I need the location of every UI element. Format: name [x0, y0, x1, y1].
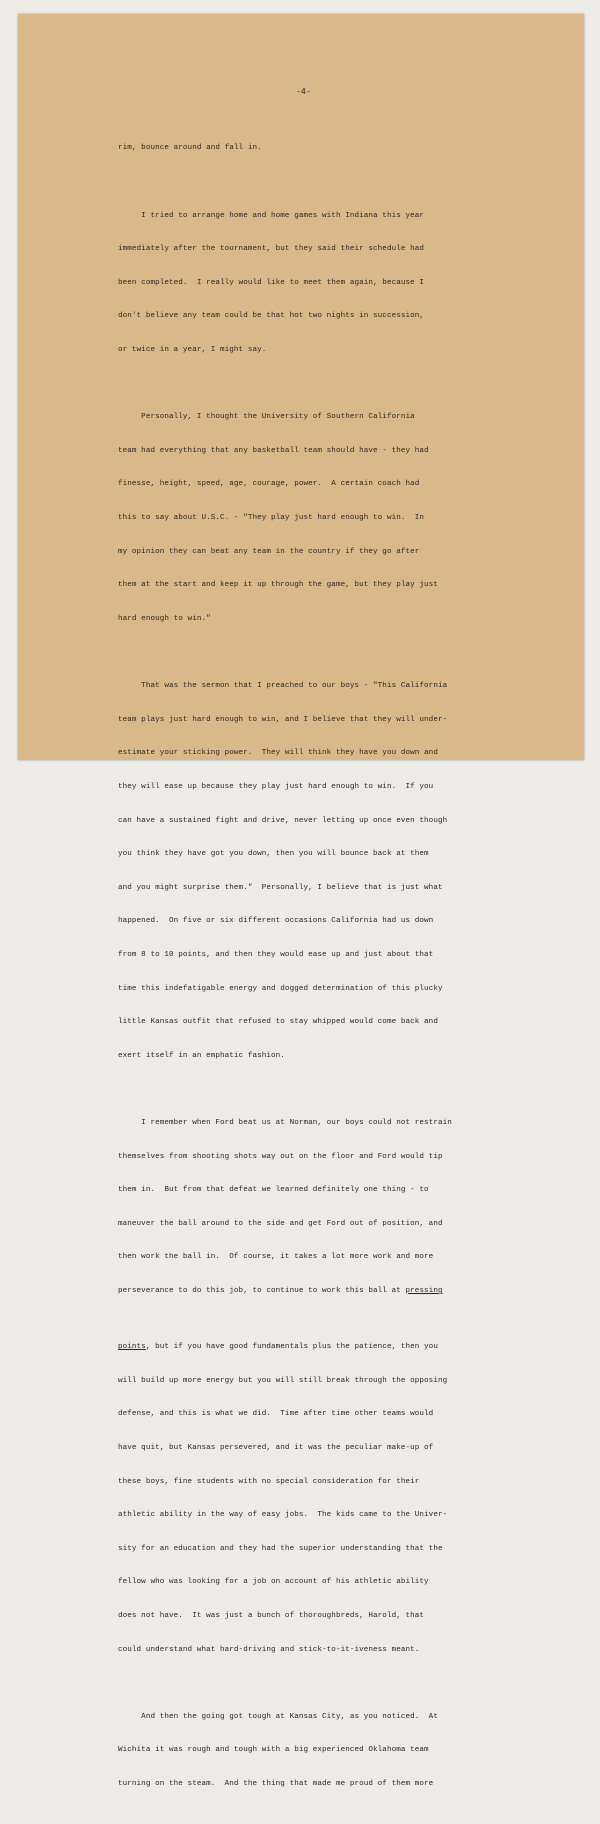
text-line: And then the going got tough at Kansas City, as you noticed. At [118, 1712, 438, 1721]
text-line: then work the ball in. Of course, it takes a lot more work and more [118, 1253, 434, 1262]
document-page [18, 14, 584, 1788]
text-line: That was the sermon that I preached to our boys - "This California [118, 682, 448, 691]
text-line: happened. On five or six different occasions California had us down [118, 917, 434, 926]
text-line: estimate your sticking power. They will think they have you down and [118, 749, 438, 758]
text-line: fellow who was looking for a job on account of his athletic ability [118, 1578, 429, 1587]
text-line: rim, bounce around and fall in. [118, 144, 262, 153]
paragraph-6 [118, 1689, 578, 1812]
text-line: this to say about U.S.C. - "They play just hard enough to win. In [118, 514, 425, 523]
text-line: been completed. I really would like to meet them again, because I [118, 278, 425, 287]
text-line: exert itself in an emphatic fashion. [118, 1051, 285, 1060]
text-line: time this indefatigable energy and dogged determination of this plucky [118, 984, 443, 993]
text-line: sity for an education and they had the superior understanding that the [118, 1544, 443, 1553]
text-line: could understand what hard-driving and stick-to-it-iveness meant. [118, 1645, 420, 1654]
text-line: or twice in a year, I might say. [118, 346, 267, 355]
underlined-word: points [118, 1343, 146, 1352]
text-line: turning on the steam. And the thing that made me proud of them more [118, 1779, 434, 1788]
paragraph-5 [118, 1096, 578, 1320]
text-line: them at the start and keep it up through the game, but they play just [118, 581, 438, 590]
paragraph-2 [118, 188, 578, 378]
text-line: little Kansas outfit that refused to stay whipped would come back and [118, 1018, 438, 1027]
text-line: they will ease up because they play just hard enough to win. If you [118, 782, 434, 791]
paragraph-3 [118, 390, 578, 648]
text-line: immediately after the tournament, but they said their schedule had [118, 245, 425, 254]
text-line: finesse, height, speed, age, courage, power. A certain coach had [118, 480, 420, 489]
text-line: defense, and this is what we did. Time after time other teams would [118, 1410, 434, 1419]
paragraph-5-continued [118, 1320, 578, 1679]
paragraph-1 [118, 121, 578, 177]
text-line: team plays just hard enough to win, and I believe that they will under- [118, 715, 448, 724]
text-line: does not have. It was just a bunch of thoroughbreds, Harold, that [118, 1611, 425, 1620]
text-line: these boys, fine students with no special consideration for their [118, 1477, 420, 1486]
text-line: can have a sustained fight and drive, never letting up once even though [118, 816, 448, 825]
text-line: hard enough to win." [118, 614, 211, 623]
text-line: Personally, I thought the University of Southern California [118, 413, 415, 422]
text-line: athletic ability in the way of easy jobs. The kids came to the Univer- [118, 1511, 448, 1520]
text-line: have quit, but Kansas persevered, and it was the peculiar make-up of [118, 1443, 434, 1452]
paragraph-4 [118, 659, 578, 1085]
text-line: Wichita it was rough and tough with a big experienced Oklahoma team [118, 1746, 429, 1755]
text-line: from 8 to 10 points, and then they would ease up and just about that [118, 950, 434, 959]
body-text [118, 121, 578, 1824]
text-line-with-underline: perseverance to do this job, to continue to work this ball at pressing [118, 1287, 443, 1296]
underlined-word: pressing [405, 1287, 443, 1296]
text-line: and you might surprise them." Personally, I believe that is just what [118, 883, 443, 892]
text-line: maneuver the ball around to the side and get Ford out of position, and [118, 1219, 443, 1228]
text-line: themselves from shooting shots way out on the floor and Ford would tip [118, 1152, 443, 1161]
text-line: don't believe any team could be that hot two nights in succession, [118, 312, 425, 321]
page-number: -4- [296, 86, 311, 96]
text-line: I tried to arrange home and home games with Indiana this year [118, 211, 425, 220]
text-line: you think they have got you down, then you will bounce back at them [118, 850, 429, 859]
text-line: them in. But from that defeat we learned definitely one thing - to [118, 1186, 429, 1195]
text-line: I remember when Ford beat us at Norman, our boys could not restrain [118, 1119, 452, 1128]
text-line: points, but if you have good fundamentals plus the patience, then you [118, 1343, 438, 1352]
text-line: team had everything that any basketball team should have - they had [118, 446, 429, 455]
text-line: will build up more energy but you will still break through the opposing [118, 1376, 448, 1385]
text-line: my opinion they can beat any team in the country if they go after [118, 547, 420, 556]
